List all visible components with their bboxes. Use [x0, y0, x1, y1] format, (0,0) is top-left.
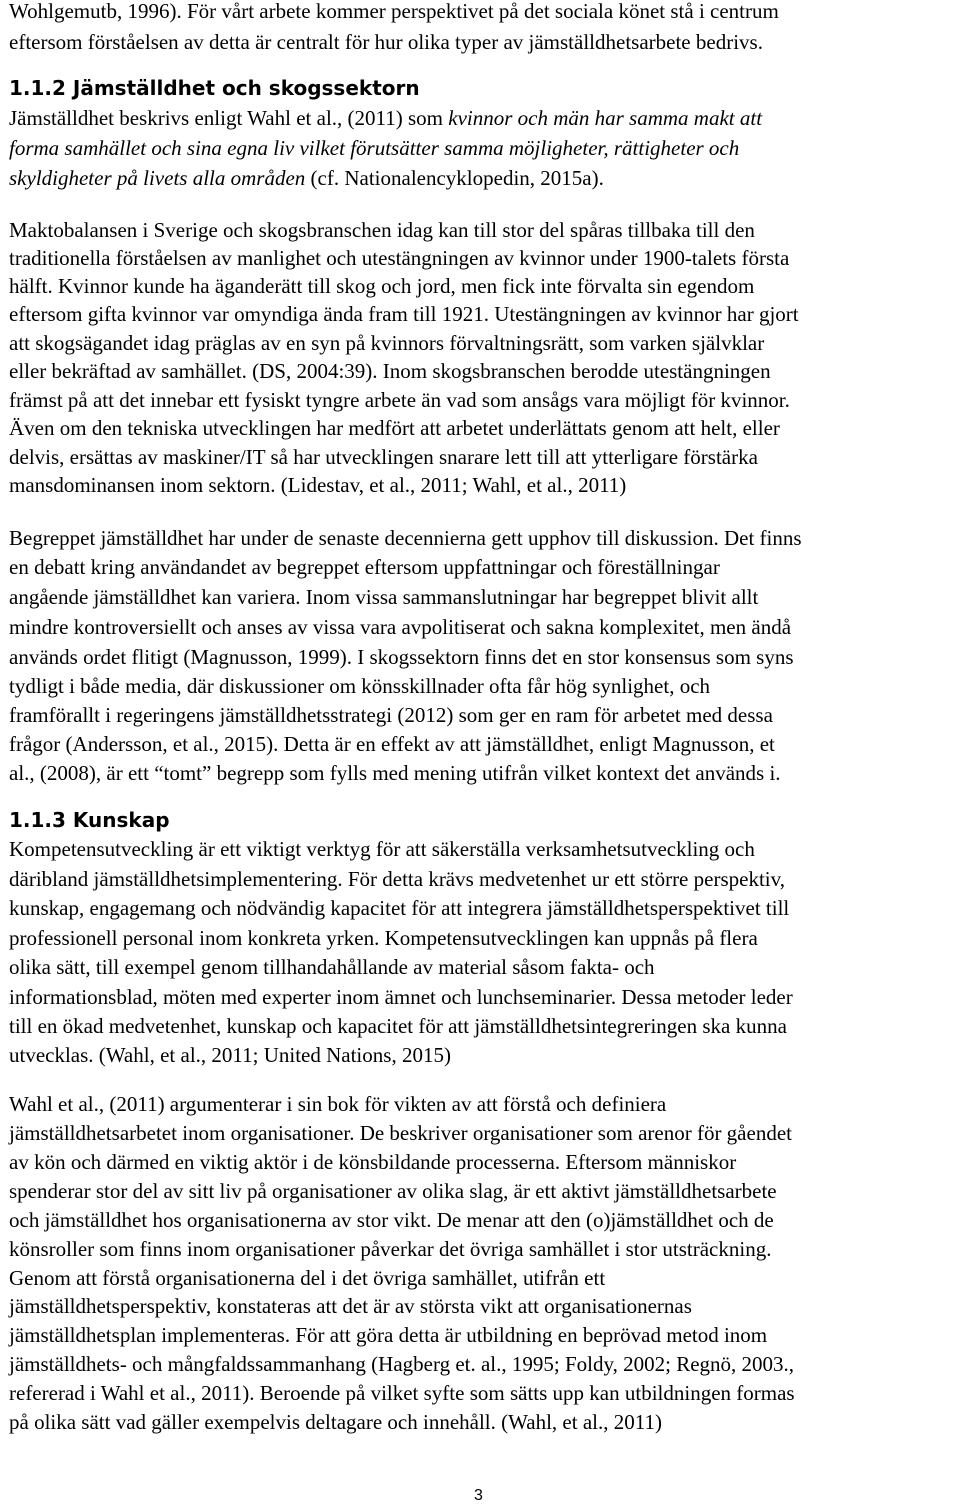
paragraph-line: av kön och därmed en viktig aktör i de könsbildande processerna. Eftersom människor [9, 1150, 737, 1174]
paragraph-line: eftersom gifta kvinnor var omyndiga ända fram till 1921. Utestängningen av kvinnor har gjort [9, 302, 799, 326]
paragraph-line: Wahl et al., (2011) argumenterar i sin bok för vikten av att förstå och definiera [9, 1092, 667, 1116]
page-number: 3 [474, 1487, 483, 1504]
italic-quote: kvinnor och män har samma makt att [448, 106, 763, 130]
paragraph-line: jämställdhetsperspektiv, konstateras att det är av största vikt att organisationernas [9, 1294, 692, 1318]
intro-line: Wohlgemutb, 1996). För vårt arbete kommer perspektivet på det sociala könet stå i centrum [9, 0, 779, 23]
paragraph-line: Även om den tekniska utvecklingen har medfört att arbetet underlättats genom att helt, eller [9, 416, 780, 440]
paragraph-line: tydligt i både media, där diskussioner om könsskillnader ofta får hög synlighet, och [9, 674, 711, 698]
paragraph-line [9, 164, 604, 192]
paragraph-line: delvis, ersättas av maskiner/IT så har utvecklingen snarare lett till att ytterligare förstärka [9, 445, 758, 469]
paragraph-line: traditionella förståelsen av manlighet och utestängningen av kvinnor under 1900-talets första [9, 246, 790, 270]
text-run: (cf. Nationalencyklopedin, 2015a). [305, 166, 604, 190]
paragraph-line [9, 104, 762, 132]
paragraph-line: på olika sätt vad gäller exempelvis deltagare och innehåll. (Wahl, et al., 2011) [9, 1410, 662, 1434]
paragraph-line: mindre kontroversiellt och anses av vissa vara avpolitiserat och sakna komplexitet, men ändå [9, 615, 792, 639]
paragraph-line: frågor (Andersson, et al., 2015). Detta är en effekt av att jämställdhet, enligt Magnusson, et [9, 732, 775, 756]
section-heading-1-1-2: 1.1.2 Jämställdhet och skogssektorn [9, 76, 420, 100]
paragraph-line: spenderar stor del av sitt liv på organisationer av olika slag, är ett aktivt jämställdhetsarbete [9, 1179, 777, 1203]
paragraph-line: angående jämställdhet kan variera. Inom vissa sammanslutningar har begreppet blivit allt [9, 585, 759, 609]
paragraph-line: till en ökad medvetenhet, kunskap och kapacitet för att jämställdhetsintegreringen ska kunna [9, 1014, 787, 1038]
text-run: Jämställdhet beskrivs enligt Wahl et al., (2011) som [9, 106, 449, 130]
paragraph-line: att skogsägandet idag präglas av en syn på kvinnors förvaltningsrätt, som varken självklar [9, 331, 765, 355]
paragraph-line [9, 134, 739, 162]
paragraph-line: mansdominansen inom sektorn. (Lidestav, et al., 2011; Wahl, et al., 2011) [9, 473, 627, 497]
paragraph-line: professionell personal inom konkreta yrken. Kompetensutvecklingen kan uppnås på flera [9, 926, 758, 950]
paragraph-line: Genom att förstå organisationerna del i det övriga samhället, utifrån ett [9, 1266, 606, 1290]
paragraph-line: könsroller som finns inom organisationer påverkar det övriga samhället i stor utsträckning. [9, 1237, 772, 1261]
paragraph-line: olika sätt, till exempel genom tillhandahållande av material såsom fakta- och [9, 955, 655, 979]
paragraph-line: refererad i Wahl et al., 2011). Beroende på vilket syfte som sätts upp kan utbildningen formas [9, 1381, 795, 1405]
italic-quote: forma samhället och sina egna liv vilket förutsätter samma möjligheter, rättigheter och [9, 136, 740, 160]
paragraph-line: däribland jämställdhetsimplementering. För detta krävs medvetenhet ur ett större perspektiv, [9, 867, 785, 891]
paragraph-line: al., (2008), är ett “tomt” begrepp som fylls med mening utifrån vilket kontext det används i. [9, 761, 781, 785]
paragraph-line: och jämställdhet hos organisationerna av stor vikt. De menar att den (o)jämställdhet och de [9, 1208, 774, 1232]
paragraph-line: Maktobalansen i Sverige och skogsbranschen idag kan till stor del spåras tillbaka till den [9, 218, 755, 242]
paragraph-line: hälft. Kvinnor kunde ha äganderätt till skog och jord, men fick inte förvalta sin egendom [9, 274, 755, 298]
paragraph-line: jämställdhetsarbetet inom organisationer. De beskriver organisationer som arenor för gåendet [9, 1121, 792, 1145]
paragraph-line: används ordet flitigt (Magnusson, 1999). I skogssektorn finns det en stor konsensus som syns [9, 645, 794, 669]
italic-quote: skyldigheter på livets alla områden [9, 166, 306, 190]
paragraph-line: Kompetensutveckling är ett viktigt verktyg för att säkerställa verksamhetsutveckling och [9, 837, 755, 861]
paragraph-line: en debatt kring användandet av begreppet eftersom uppfattningar och föreställningar [9, 555, 720, 579]
paragraph-line: jämställdhets- och mångfaldssammanhang (Hagberg et. al., 1995; Foldy, 2002; Regnö, 2003., [9, 1352, 795, 1376]
paragraph-line: informationsblad, möten med experter inom ämnet och lunchseminarier. Dessa metoder leder [9, 985, 793, 1009]
paragraph-line: framförallt i regeringens jämställdhetsstrategi (2012) som ger en ram för arbetet med dessa [9, 703, 773, 727]
paragraph-line: utvecklas. (Wahl, et al., 2011; United Nations, 2015) [9, 1043, 451, 1067]
section-heading-1-1-3: 1.1.3 Kunskap [9, 808, 170, 832]
paragraph-line: kunskap, engagemang och nödvändig kapacitet för att integrera jämställdhetsperspektivet till [9, 896, 790, 920]
paragraph-line: Begreppet jämställdhet har under de senaste decennierna gett upphov till diskussion. Det finns [9, 526, 802, 550]
intro-line: eftersom förståelsen av detta är centralt för hur olika typer av jämställdhetsarbete bedrivs. [9, 30, 763, 54]
paragraph-line: jämställdhetsplan implementeras. För att göra detta är utbildning en beprövad metod inom [9, 1323, 768, 1347]
paragraph-line: främst på att det innebar ett fysiskt tyngre arbete än vad som ansågs vara möjligt för kvinnor. [9, 388, 790, 412]
paragraph-line: eller bekräftad av samhället. (DS, 2004:39). Inom skogsbranschen berodde utestängningen [9, 359, 771, 383]
